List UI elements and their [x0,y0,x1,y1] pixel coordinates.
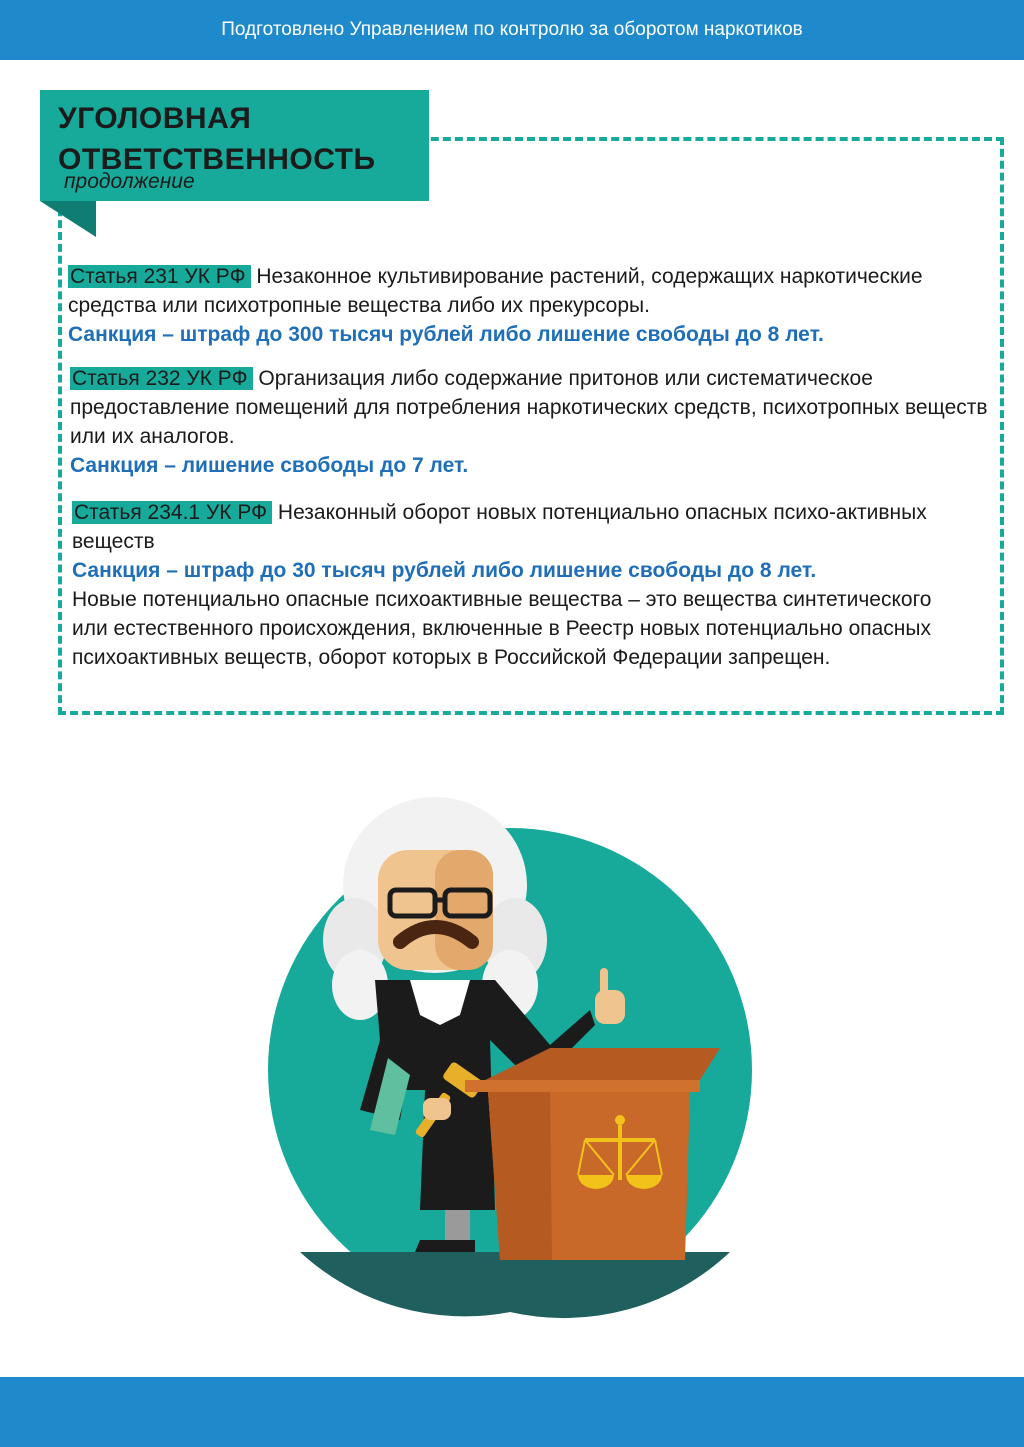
title-banner-fold [40,201,96,237]
article-tag: Статья 231 УК РФ [68,265,251,288]
article-sanction: Санкция – штраф до 300 тысяч рублей либо лишение свободы до 8 лет. [68,323,824,346]
article-tag: Статья 234.1 УК РФ [72,501,272,524]
article-note: Новые потенциально опасные психоактивные вещества – это вещества синтетического или естественного происхождения, включенные в Реестр новых потенциально опасных психоактивных веществ, оборот которых в Российской Федерации запрещен. [72,588,932,669]
article-232 [70,364,998,480]
article-sanction: Санкция – лишение свободы до 7 лет. [70,454,469,477]
article-text: Незаконное культивирование растений, содержащих наркотические средства или психотропные вещества либо их прекурсоры. [68,265,923,317]
title-subtitle: продолжение [64,170,195,193]
article-text: Незаконный оборот новых потенциально опасных психо-активных веществ [72,501,927,553]
header-text: Подготовлено Управлением по контролю за оборотом наркотиков [221,19,803,40]
article-231 [68,262,996,349]
article-sanction: Санкция – штраф до 30 тысяч рублей либо лишение свободы до 8 лет. [72,559,817,582]
judge-illustration [260,790,760,1320]
title-line-2: ОТВЕТСТВЕННОСТЬ [58,143,376,176]
article-text: Организация либо содержание притонов или систематическое предоставление помещений для потребления наркотических средств, психотропных веществ или их аналогов. [70,367,988,448]
header-bar [0,0,1024,60]
article-234-1 [72,498,972,672]
title-line-1: УГОЛОВНАЯ [58,102,252,135]
footer-bar [0,1377,1024,1447]
article-tag: Статья 232 УК РФ [70,367,253,390]
